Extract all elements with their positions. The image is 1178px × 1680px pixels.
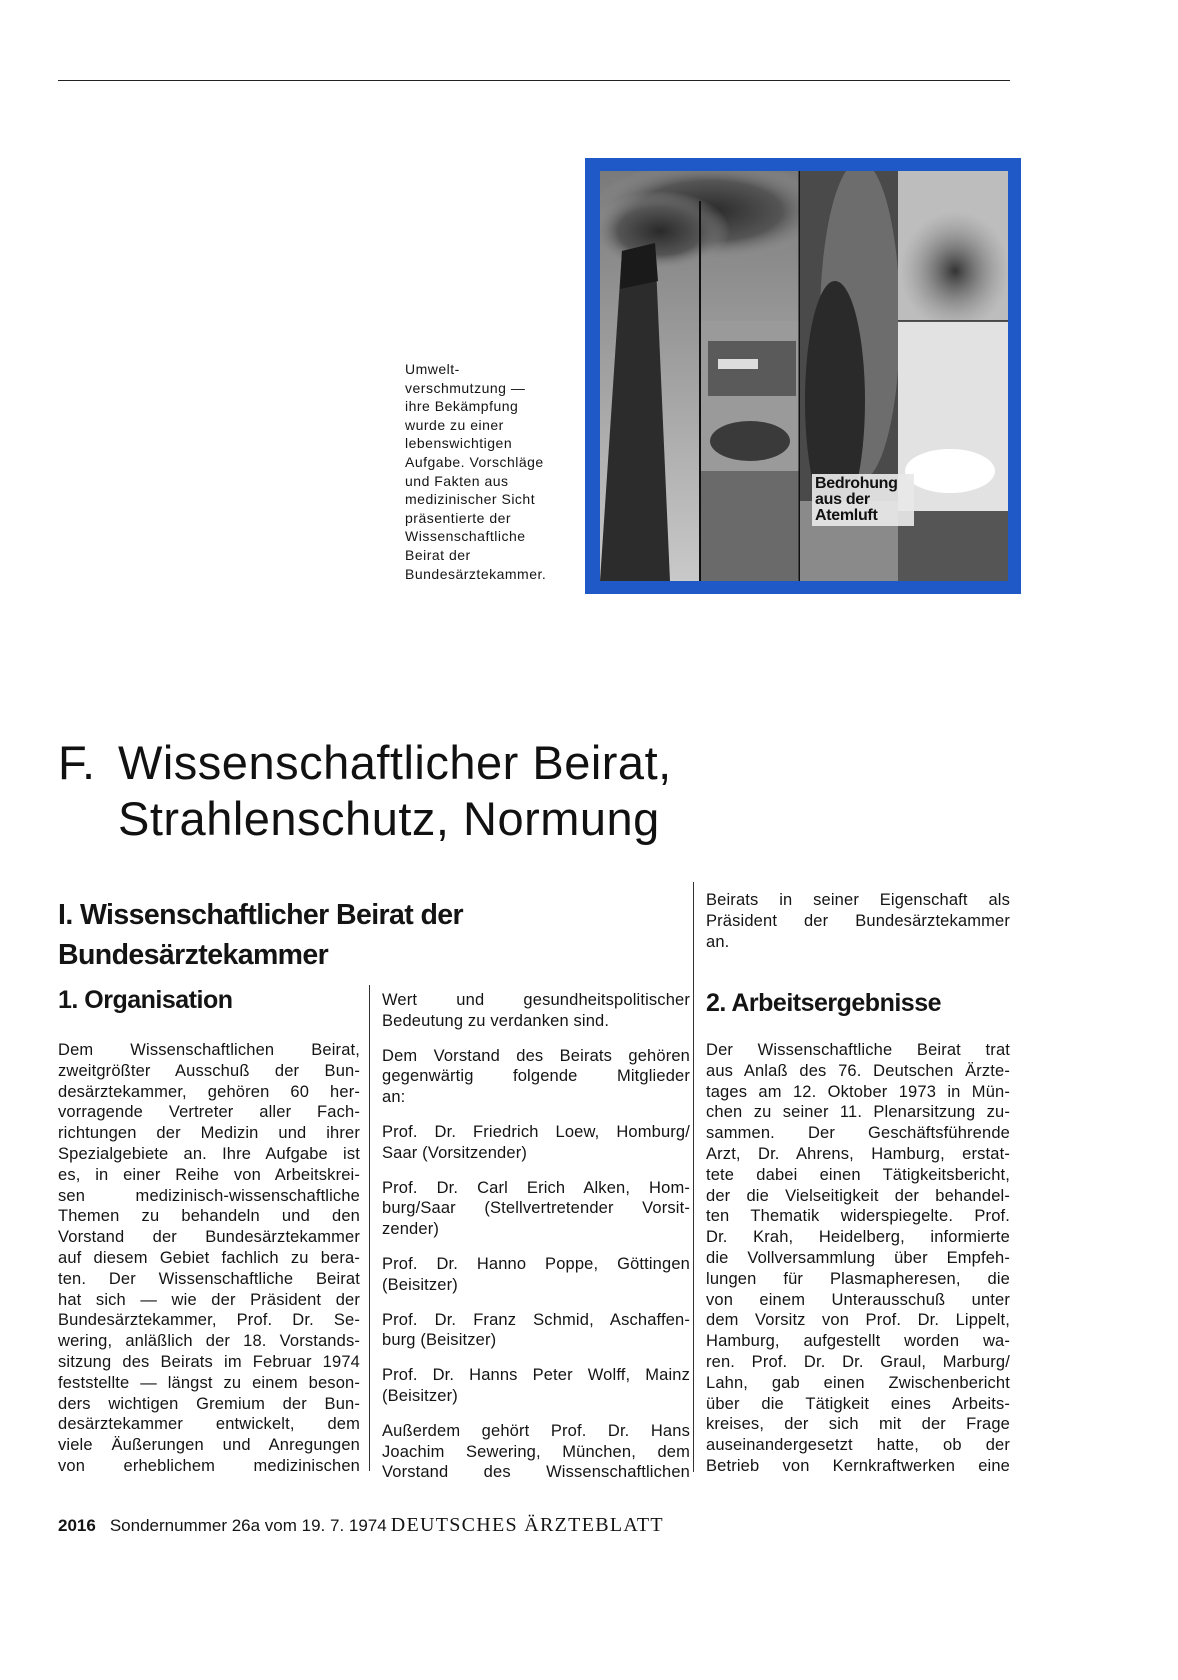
figure-caption — [405, 360, 575, 583]
section-heading — [58, 895, 463, 975]
text-line: Joachim Sewering, München, dem — [382, 1442, 690, 1461]
section-heading-line1: I. Wissenschaftlicher Beirat der — [58, 899, 464, 931]
text-line: Bundesärztekammer, Prof. Dr. Se- — [58, 1311, 360, 1330]
text-line: der die Vielseitigkeit der behandel- — [706, 1186, 1010, 1205]
text-line: ren. Prof. Dr. Dr. Graul, Marburg/ — [706, 1352, 1010, 1371]
text-line: Vorstand der Bundesärztekammer — [58, 1228, 360, 1247]
text-line: auseinandergesetzt hatte, ob der — [706, 1436, 1010, 1455]
chapter-heading — [58, 735, 672, 847]
caption-line: Beirat der — [405, 546, 471, 563]
text-line: Präsident der Bundesärztekammer — [706, 911, 1010, 930]
paragraph — [382, 990, 690, 1032]
top-rule — [58, 80, 1010, 81]
paragraph — [382, 1365, 690, 1407]
text-line: desärztekammer, gehören 60 her- — [58, 1082, 360, 1101]
text-line: burg (Beisitzer) — [382, 1331, 497, 1350]
text-line: ten Thematik widerspiegelte. Prof. — [706, 1207, 1010, 1226]
text-line: an. — [706, 932, 730, 951]
caption-line: Aufgabe. Vorschläge — [405, 453, 544, 470]
paragraph-gap — [382, 1240, 690, 1254]
text-line: Betrieb von Kernkraftwerken eine — [706, 1456, 1010, 1475]
text-line: lungen für Plasmapheresen, die — [706, 1269, 1010, 1288]
paragraph — [382, 1310, 690, 1352]
caption-line: ihre Bekämpfung — [405, 398, 519, 415]
column-divider — [693, 882, 694, 1472]
text-line: Dem Vorstand des Beirats gehören — [382, 1046, 690, 1065]
paragraph-gap — [382, 1164, 690, 1178]
poster-title — [812, 474, 914, 526]
text-line: Themen zu behandeln und den — [58, 1207, 360, 1226]
paragraph-gap — [382, 1108, 690, 1122]
body-column-3-intro — [706, 890, 1010, 952]
paragraph — [382, 1178, 690, 1240]
text-line: vorragende Vertreter aller Fach- — [58, 1103, 360, 1122]
text-line: an: — [382, 1088, 406, 1107]
text-line: wering, anläßlich der 18. Vorstands- — [58, 1332, 360, 1351]
chapter-title-line1: Wissenschaftlicher Beirat, — [118, 736, 672, 789]
text-line: hat sich — wie der Präsident der — [58, 1290, 360, 1309]
text-line: kreises, der sich mit der Frage — [706, 1415, 1010, 1434]
text-line: Prof. Dr. Hanno Poppe, Göttingen — [382, 1254, 690, 1273]
text-line: viele Äußerungen und Anregungen — [58, 1436, 360, 1455]
text-line: Vorstand des Wissenschaftlichen — [382, 1463, 690, 1482]
subsection-heading-arbeitsergebnisse: 2. Arbeitsergebnisse — [706, 989, 942, 1017]
text-line: tete dabei einen Tätigkeitsbericht, — [706, 1165, 1010, 1184]
text-line: (Beisitzer) — [382, 1275, 458, 1294]
publication-name: DEUTSCHES ÄRZTEBLATT — [390, 1514, 664, 1536]
text-line: Bedeutung zu verdanken sind. — [382, 1011, 610, 1030]
text-line: feststellte — längst zu einem beson- — [58, 1373, 360, 1392]
text-line: tages am 12. Oktober 1973 in Mün- — [706, 1082, 1010, 1101]
text-line: Dem Wissenschaftlichen Beirat, — [58, 1041, 360, 1059]
text-line: Spezialgebiete an. Ihre Aufgabe ist — [58, 1144, 360, 1163]
page-number: 2016 — [58, 1516, 96, 1535]
paragraph-gap — [382, 1296, 690, 1310]
text-line: zweitgrößter Ausschuß der Bun- — [58, 1061, 360, 1080]
paragraph — [382, 1254, 690, 1296]
text-line: Der Wissenschaftliche Beirat trat — [706, 1041, 1010, 1059]
caption-line: Wissenschaftliche — [405, 528, 526, 545]
text-line: Saar (Vorsitzender) — [382, 1143, 527, 1162]
text-line: gegenwärtig folgende Mitglieder — [382, 1067, 690, 1086]
collage-image — [600, 171, 1008, 581]
page-footer — [58, 1514, 664, 1537]
body-column-2 — [382, 990, 690, 1483]
caption-line: wurde zu einer — [405, 416, 504, 433]
text-line: Beirats in seiner Eigenschaft als — [706, 891, 1010, 909]
text-line: (Beisitzer) — [382, 1386, 458, 1405]
subsection-heading-organisation: 1. Organisation — [58, 986, 233, 1014]
text-line: auf diesem Gebiet fachlich zu bera- — [58, 1248, 360, 1267]
paragraph — [382, 1421, 690, 1483]
caption-line: präsentierte der — [405, 509, 512, 526]
chapter-title-line2: Strahlenschutz, Normung — [118, 792, 660, 845]
poster-figure — [585, 158, 1021, 594]
text-line: Prof. Dr. Franz Schmid, Aschaffen- — [382, 1310, 690, 1329]
text-line: richtungen der Medizin und ihrer — [58, 1124, 360, 1143]
text-line: desärztekammer entwickelt, dem — [58, 1415, 360, 1434]
text-line: ten. Der Wissenschaftliche Beirat — [58, 1269, 360, 1288]
text-line: es, in einer Reihe von Arbeitskrei- — [58, 1165, 360, 1184]
text-line: über die Tätigkeit eines Arbeits- — [706, 1394, 1010, 1413]
text-line: burg/Saar (Stellvertretender Vorsit- — [382, 1199, 690, 1218]
text-line: sen medizinisch-wissenschaftliche — [58, 1186, 360, 1205]
text-line: zender) — [382, 1220, 439, 1239]
caption-line: und Fakten aus — [405, 472, 509, 489]
text-line: Prof. Dr. Friedrich Loew, Homburg/ — [382, 1122, 690, 1141]
chapter-number: F. — [58, 736, 96, 789]
text-line: chen zu seiner 11. Plenarsitzung zu- — [706, 1103, 1010, 1122]
body-column-3 — [706, 1040, 1010, 1477]
column-divider — [369, 985, 370, 1471]
caption-line: medizinischer Sicht — [405, 491, 536, 508]
poster-title-line: aus der — [815, 491, 870, 508]
paragraph-gap — [382, 1032, 690, 1046]
text-line: Außerdem gehört Prof. Dr. Hans — [382, 1421, 690, 1440]
text-line: Prof. Dr. Carl Erich Alken, Hom- — [382, 1178, 690, 1197]
poster-title-line: Atemluft — [815, 507, 878, 524]
text-line: Wert und gesundheitspolitischer — [382, 991, 690, 1009]
paragraph-gap — [382, 1351, 690, 1365]
text-line: Lahn, gab einen Zwischenbericht — [706, 1373, 1010, 1392]
caption-line: lebenswichtigen — [405, 435, 513, 452]
paragraph — [382, 1046, 690, 1108]
caption-line: Bundesärztekammer. — [405, 565, 547, 582]
paragraph — [382, 1122, 690, 1164]
text-line: von erheblichem medizinischen — [58, 1456, 360, 1475]
text-line: sammen. Der Geschäftsführende — [706, 1124, 1010, 1143]
caption-line: verschmutzung — — [405, 379, 526, 396]
paragraph-gap — [382, 1407, 690, 1421]
text-line: Dr. Krah, Heidelberg, informierte — [706, 1228, 1010, 1247]
section-heading-line2: Bundesärztekammer — [58, 939, 329, 971]
caption-line: Umwelt- — [405, 361, 460, 377]
text-line: aus Anlaß des 76. Deutschen Ärzte- — [706, 1061, 1010, 1080]
body-column-1 — [58, 1040, 360, 1477]
text-line: die Vollversammlung über Empfeh- — [706, 1248, 1010, 1267]
text-line: ders wichtigen Gremium der Bun- — [58, 1394, 360, 1413]
poster-title-line: Bedrohung — [815, 475, 898, 492]
issue-info: Sondernummer 26a vom 19. 7. 1974 — [109, 1516, 387, 1535]
text-line: Hamburg, aufgestellt worden wa- — [706, 1332, 1010, 1351]
text-line: dem Vorsitz von Prof. Dr. Lippelt, — [706, 1311, 1010, 1330]
text-line: Arzt, Dr. Ahrens, Hamburg, erstat- — [706, 1144, 1010, 1163]
text-line: sitzung des Beirats im Februar 1974 — [58, 1352, 360, 1371]
text-line: von einem Unterausschuß unter — [706, 1290, 1010, 1309]
text-line: Prof. Dr. Hanns Peter Wolff, Mainz — [382, 1366, 690, 1385]
poster-photo-collage — [600, 171, 1008, 581]
